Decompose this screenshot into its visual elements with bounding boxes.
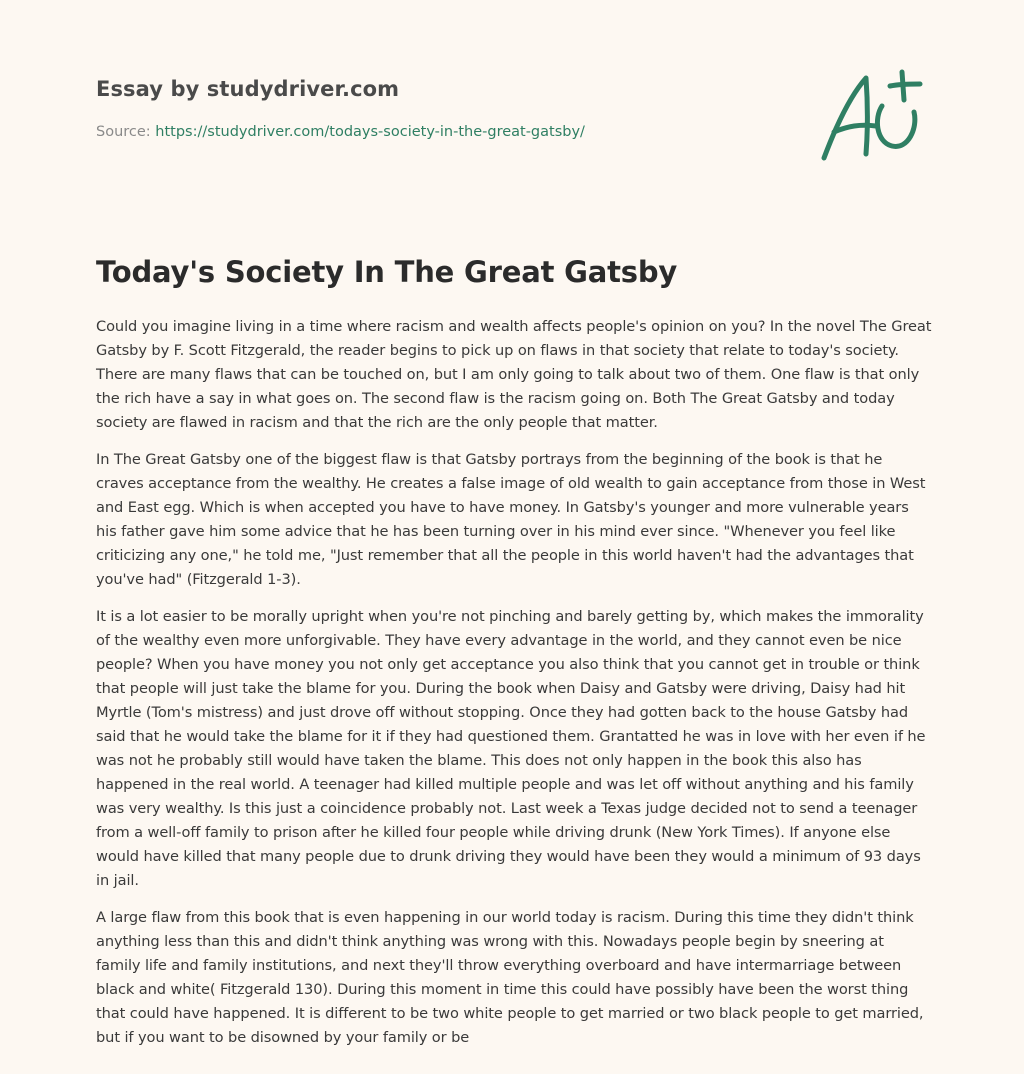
source-label: Source: <box>96 124 151 140</box>
source-line <box>96 124 585 140</box>
source-link[interactable]: https://studydriver.com/todays-society-in-the-great-gatsby/ <box>155 124 585 140</box>
paragraph: In The Great Gatsby one of the biggest flaw is that Gatsby portrays from the beginning of the book is that he craves acceptance from the wealthy. He creates a false image of old wealth to gain acceptance from those in West and East egg. Which is when accepted you have to have money. In Gatsby's younger and more vulnerable years his father gave him some advice that he has been turning over in his mind ever since. "Whenever you feel like criticizing any one," he told me, "Just remember that all the people in this world haven't had the advantages that you've had" (Fitzgerald 1-3). <box>96 451 926 588</box>
brand-title: Essay by studydriver.com <box>96 77 400 101</box>
article-body <box>96 315 932 1063</box>
paragraph: Could you imagine living in a time where racism and wealth affects people's opinion on you? In the novel The Great Gatsby by F. Scott Fitzgerald, the reader begins to pick up on flaws in that society that relate to today's society. There are many flaws that can be touched on, but I am only going to talk about two of them. One flaw is that only the rich have a say in what goes on. The second flaw is the racism going on. Both The Great Gatsby and today society are flawed in racism and that the rich are the only people that matter. <box>96 318 932 431</box>
page-header <box>96 0 928 200</box>
a-plus-logo-icon <box>820 66 928 166</box>
paragraph: A large flaw from this book that is even happening in our world today is racism. During this time they didn't think anything less than this and didn't think anything was wrong with this. Nowadays people begin by sneering at family life and family institutions, and next they'll throw everything overboard and have intermarriage between black and white( Fitzgerald 130). During this moment in time this could have possibly have been the worst thing that could have happened. It is different to be two white people to get married or two black people to get married, but if you want to be disowned by your family or be <box>96 909 924 1046</box>
paragraph: It is a lot easier to be morally upright when you're not pinching and barely getting by, which makes the immorality of the wealthy even more unforgivable. They have every advantage in the world, and they cannot even be nice people? When you have money you not only get acceptance you also think that you cannot get in trouble or think that people will just take the blame for you. During the book when Daisy and Gatsby were driving, Daisy had hit Myrtle (Tom's mistress) and just drove off without stopping. Once they had gotten back to the house Gatsby had said that he would take the blame for it if they had questioned them. Grantatted he was in love with her even if he was not he probably still would have taken the blame. This does not only happen in the book this also has happened in the real world. A teenager had killed multiple people and was let off without anything and his family was very wealthy. Is this just a coincidence probably not. Last week a Texas judge decided not to send a teenager from a well-off family to prison after he killed four people while driving drunk (New York Times). If anyone else would have killed that many people due to drunk driving they would have been they would a minimum of 93 days in jail. <box>96 608 926 889</box>
article-title: Today's Society In The Great Gatsby <box>96 255 678 289</box>
